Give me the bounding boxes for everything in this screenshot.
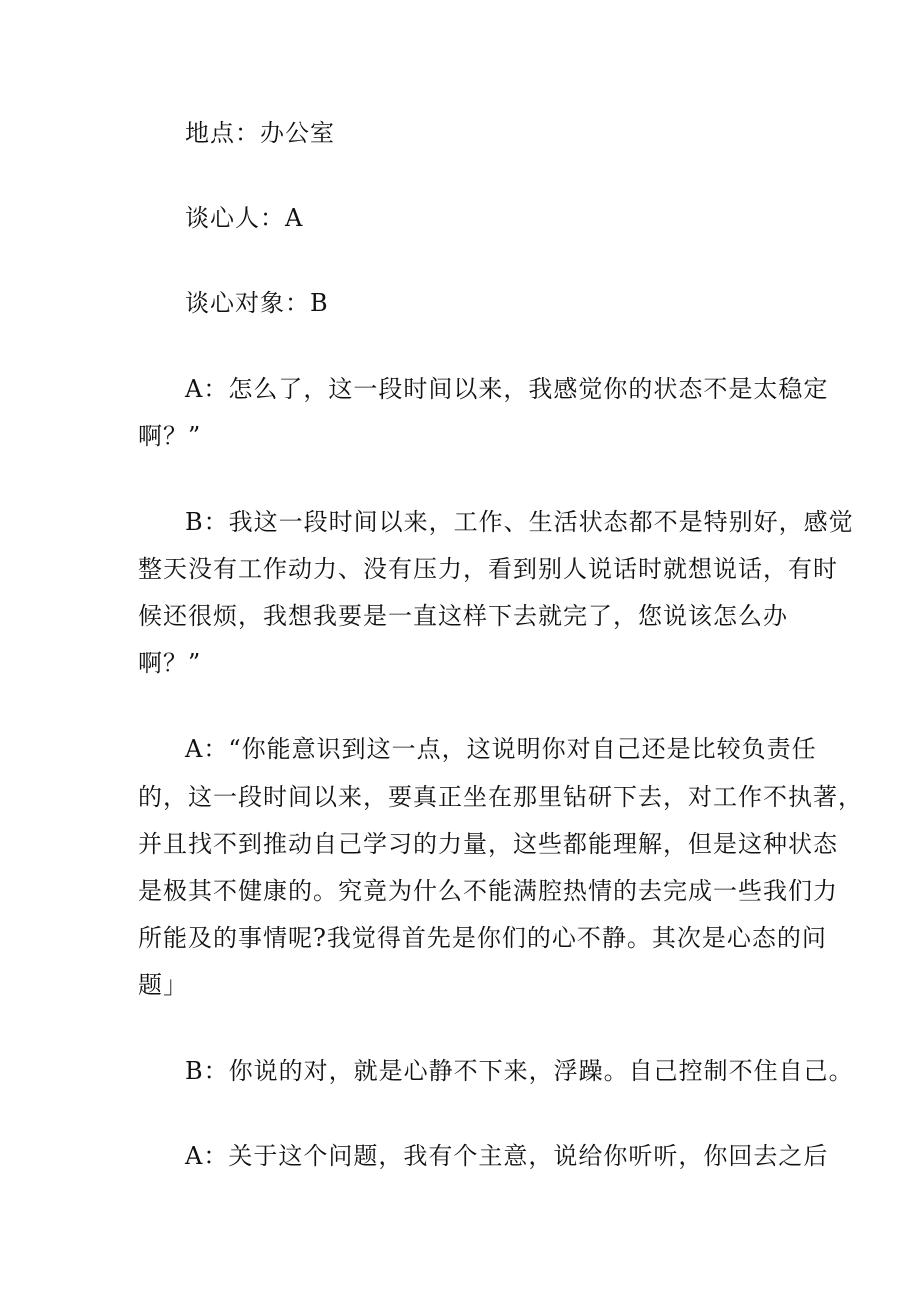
dialogue-a2-line2: 的，这一段时间以来，要真正坐在那里钻研下去，对工作不执著， [138,783,863,811]
speaker-line: 谈心人：A [185,204,304,232]
dialogue-b1-line4: 啊？” [138,649,202,677]
dialogue-a2-line4: 是极其不健康的。究竟为什么不能满腔热情的去完成一些我们力 [138,877,838,905]
dialogue-a2-line1: A：“你能意识到这一点，这说明你对自己还是比较负责任 [185,735,817,763]
dialogue-b1-line2: 整天没有工作动力、没有压力，看到别人说话时就想说话，有时 [138,555,838,583]
dialogue-a2-line5: 所能及的事情呢?我觉得首先是你们的心不静。其次是心态的问 [138,924,827,952]
dialogue-a2-line6: 题」 [138,971,188,999]
listener-line: 谈心对象：B [185,289,329,317]
dialogue-b1-line3: 候还很烦，我想我要是一直这样下去就完了，您说该怎么办 [138,602,788,630]
dialogue-a1-line2: 啊？” [138,422,202,450]
dialogue-b2-line1: B：你说的对，就是心静不下来，浮躁。自己控制不住自己。 [185,1057,854,1085]
dialogue-a1-line1: A：怎么了，这一段时间以来，我感觉你的状态不是太稳定 [185,375,829,403]
dialogue-a3-line1: A：关于这个问题，我有个主意，说给你听听，你回去之后 [185,1142,829,1170]
location-line: 地点：办公室 [185,119,335,147]
dialogue-b1-line1: B：我这一段时间以来，工作、生活状态都不是特别好，感觉 [185,508,854,536]
dialogue-a2-line3: 并且找不到推动自己学习的力量，这些都能理解，但是这种状态 [138,830,838,858]
